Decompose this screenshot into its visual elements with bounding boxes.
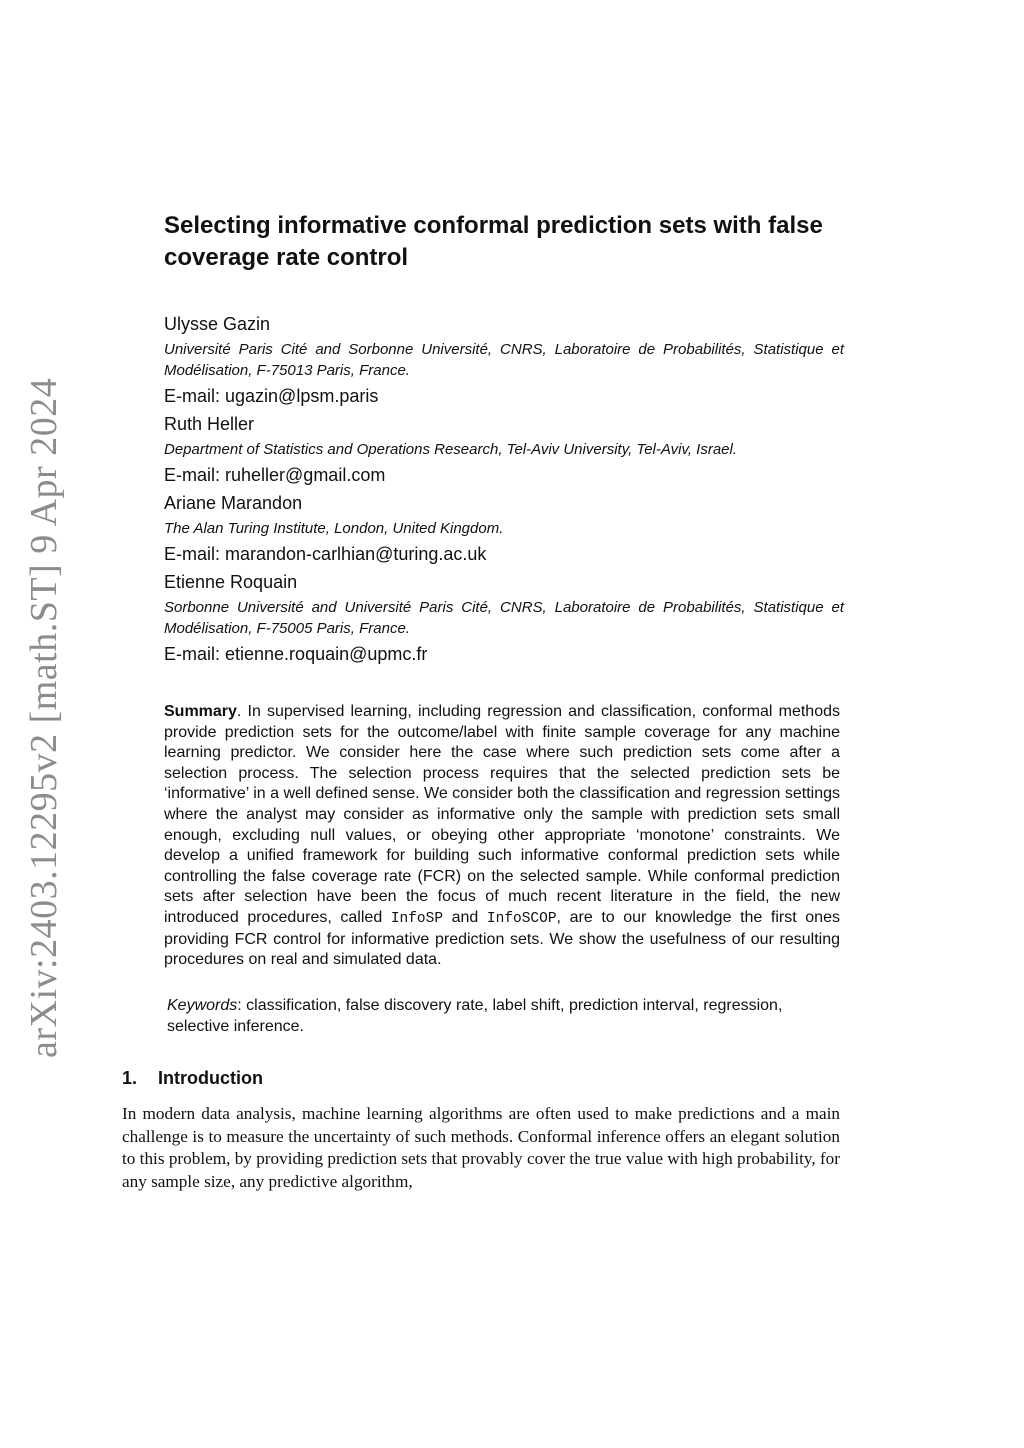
summary-text-after: , are to our knowledge the first ones providing FCR control for informative prediction sets. We show the usefulness of our resulting procedures on real and simulated data. [164,908,840,969]
author-affiliation: The Alan Turing Institute, London, United Kingdom. [164,520,504,537]
section-heading-introduction [122,1066,263,1090]
section-number: 1. [122,1068,138,1088]
author-name: Ulysse Gazin [164,314,271,334]
author-affiliation: Université Paris Cité and Sorbonne Université, CNRS, Laboratoire de Probabilités, Statistique et Modélisation, F-75013 Paris, France. [164,341,844,379]
introduction-paragraph: In modern data analysis, machine learning algorithms are often used to make predictions and a main challenge is to measure the uncertainty of such methods. Conformal inference offers an elegant solution to this problem, by providing prediction sets that provably cover the true value with high probability, for any sample size, any predictive algorithm, [122,1104,840,1191]
summary-label: Summary [164,703,237,720]
arxiv-identifier-stamp: arXiv:2403.12295v2 [math.ST] 9 Apr 2024 [23,377,65,1058]
author-name: Etienne Roquain [164,572,298,592]
author-affiliation: Sorbonne Université and Université Paris Cité, CNRS, Laboratoire de Probabilités, Statistique et Modélisation, F-75005 Paris, France. [164,599,844,637]
author-email: E-mail: ugazin@lpsm.paris [164,386,379,406]
paper-title: Selecting informative conformal prediction sets with false coverage rate control [164,212,823,271]
section-title: Introduction [158,1068,263,1088]
author-email: E-mail: marandon-carlhian@turing.ac.uk [164,544,487,564]
author-name: Ariane Marandon [164,493,303,513]
summary-text-mid: and [443,908,487,926]
author-list [164,312,844,670]
author-block [164,412,844,487]
method-infosp: InfoSP [390,910,444,927]
author-email: E-mail: ruheller@gmail.com [164,465,386,485]
author-name: Ruth Heller [164,414,255,434]
author-affiliation: Department of Statistics and Operations Research, Tel-Aviv University, Tel-Aviv, Israel. [164,441,738,458]
keywords-text: : classification, false discovery rate, label shift, prediction interval, regression, selective inference. [167,997,783,1035]
summary-text-before: . In supervised learning, including regression and classification, conformal methods provide prediction sets for the outcome/label with finite sample coverage for any machine learning predictor. We consider here the case where such prediction sets come after a selection process. The selection process requires that the selected prediction sets be ‘informative’ in a well defined sense. We consider both the classification and regression settings where the analyst may consider as informative only the sample with prediction sets small enough, excluding null values, or obeying other appropriate ‘monotone’ constraints. We develop a unified framework for building such informative conformal prediction sets while controlling the false coverage rate (FCR) on the selected sample. While conformal prediction sets after selection have been the focus of much recent literature in the field, the new introduced procedures, called [164,703,840,926]
abstract-summary [164,702,840,971]
author-block [164,570,844,666]
author-block [164,491,844,566]
keywords [167,995,807,1037]
keywords-label: Keywords [167,997,238,1014]
author-email: E-mail: etienne.roquain@upmc.fr [164,644,428,664]
method-infoscop: InfoSCOP [486,910,557,927]
author-block [164,312,844,408]
